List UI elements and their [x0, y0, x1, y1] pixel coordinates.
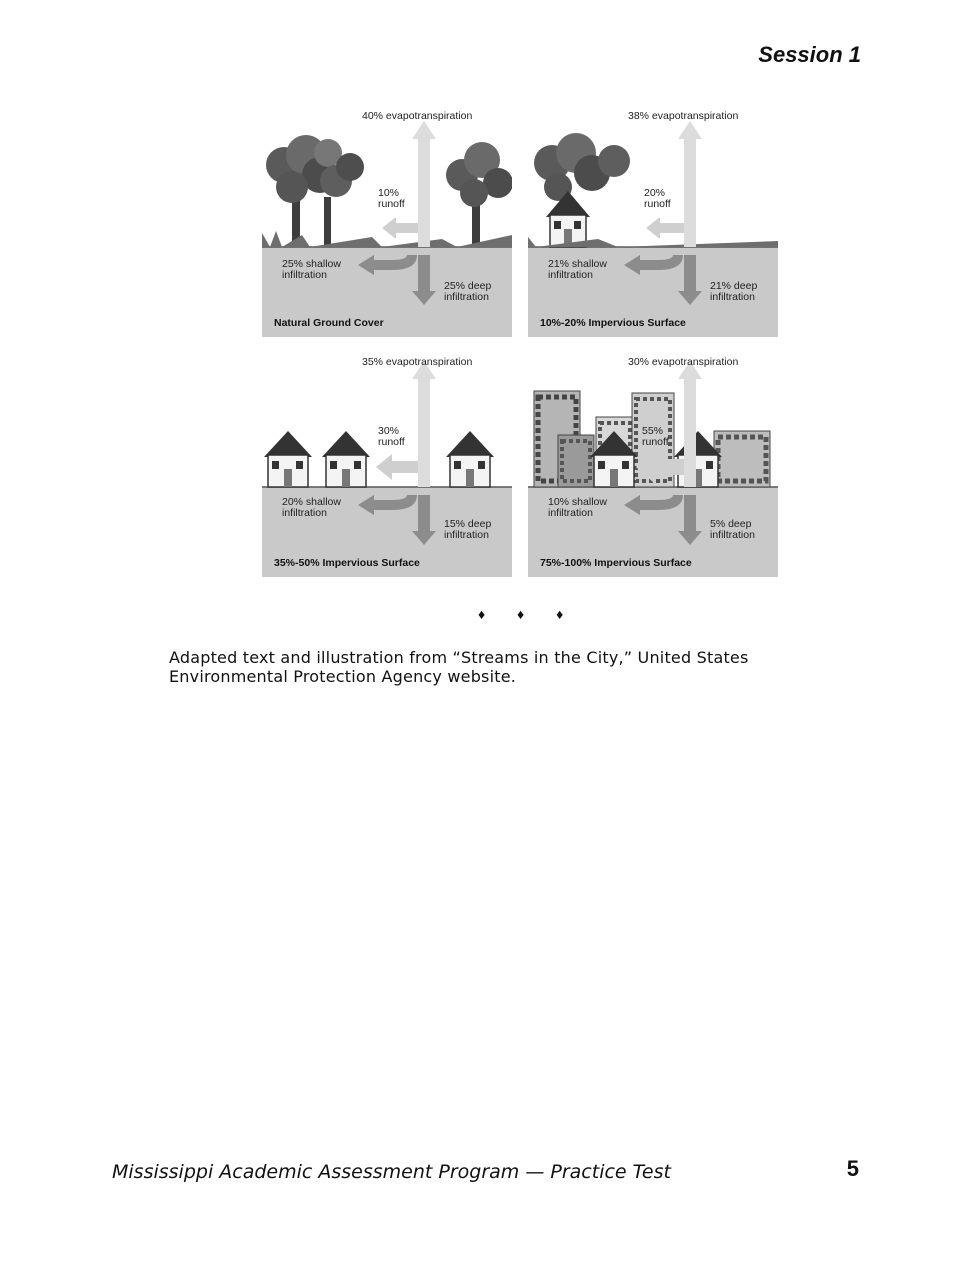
shallow-infiltration-label: infiltration	[282, 507, 327, 519]
panel-natural-ground-cover	[262, 105, 512, 337]
shallow-infiltration-percent: 10% shallow	[548, 496, 607, 508]
runoff-label: runoff	[642, 436, 669, 448]
runoff-label: runoff	[644, 198, 671, 210]
panel-75-100-impervious	[528, 345, 778, 577]
panel-4-drawing	[528, 345, 778, 577]
panel-3-drawing	[262, 345, 512, 577]
runoff-label: runoff	[378, 436, 405, 448]
runoff-percent: 10%	[378, 187, 400, 199]
panel-caption: 10%-20% Impervious Surface	[540, 317, 686, 329]
deep-infiltration-percent: 5% deep	[710, 518, 752, 530]
panel-caption: 75%-100% Impervious Surface	[540, 557, 692, 569]
panel-10-20-impervious	[528, 105, 778, 337]
runoff-arrow	[646, 217, 684, 239]
deep-infiltration-percent: 25% deep	[444, 280, 492, 292]
runoff-percent: 30%	[378, 425, 400, 437]
panel-35-50-impervious	[262, 345, 512, 577]
page-number: 5	[846, 1156, 859, 1181]
shallow-infiltration-percent: 25% shallow	[282, 258, 341, 270]
runoff-label: runoff	[378, 198, 405, 210]
water-cycle-illustration	[262, 105, 778, 577]
tree-icon	[446, 142, 512, 247]
deep-infiltration-label: infiltration	[710, 291, 755, 303]
session-label: Session 1	[758, 42, 861, 67]
building-icon	[714, 431, 770, 487]
shallow-infiltration-label: infiltration	[548, 507, 593, 519]
shallow-infiltration-label: infiltration	[548, 269, 593, 281]
evapotranspiration-label: 38% evapotranspiration	[628, 110, 739, 122]
deep-infiltration-label: infiltration	[444, 291, 489, 303]
deep-infiltration-label: infiltration	[710, 529, 755, 541]
shallow-infiltration-percent: 21% shallow	[548, 258, 607, 270]
panel-caption: 35%-50% Impervious Surface	[274, 557, 420, 569]
evapotranspiration-label: 35% evapotranspiration	[362, 356, 473, 368]
house-icon	[264, 431, 312, 487]
shallow-infiltration-label: infiltration	[282, 269, 327, 281]
runoff-percent: 20%	[644, 187, 666, 199]
building-icon	[558, 435, 594, 487]
deep-infiltration-percent: 21% deep	[710, 280, 758, 292]
shallow-infiltration-percent: 20% shallow	[282, 496, 341, 508]
evapotranspiration-label: 30% evapotranspiration	[628, 356, 739, 368]
section-separator: ♦ ♦ ♦	[478, 606, 578, 622]
evapotranspiration-label: 40% evapotranspiration	[362, 110, 473, 122]
runoff-arrow	[382, 217, 418, 239]
runoff-arrow	[376, 454, 418, 480]
panel-caption: Natural Ground Cover	[274, 317, 384, 329]
house-icon	[446, 431, 494, 487]
house-icon	[322, 431, 370, 487]
deep-infiltration-percent: 15% deep	[444, 518, 492, 530]
deep-infiltration-label: infiltration	[444, 529, 489, 541]
footer-program-title: Mississippi Academic Assessment Program — Practice Test	[112, 1161, 671, 1183]
source-attribution: Adapted text and illustration from “Streams in the City,” United States Environmental Protection Agency website.	[169, 648, 749, 686]
runoff-percent: 55%	[642, 425, 664, 437]
